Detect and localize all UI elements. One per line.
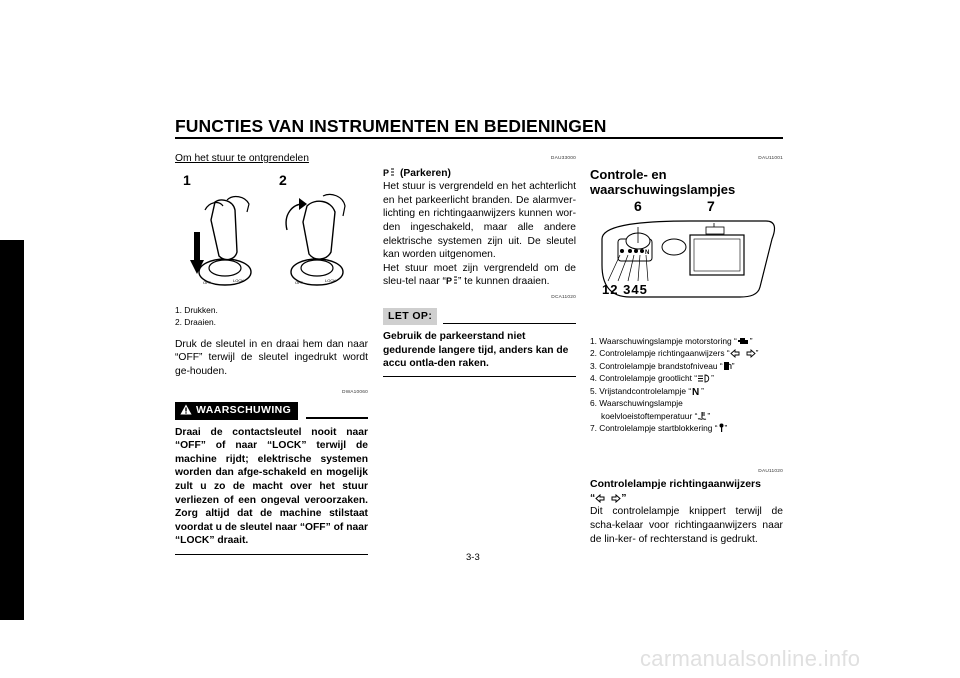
warning-code: DWA10060 <box>342 390 368 396</box>
parking-heading <box>383 167 576 181</box>
warning-header <box>175 402 368 420</box>
page-number: 3-3 <box>466 552 480 563</box>
figure-key-unlock <box>175 172 368 290</box>
lamp-item-4: 4. Controlelampje grootlicht “ ” <box>590 373 714 384</box>
coolant-icon <box>697 411 707 421</box>
caption-1: 1. Drukken. <box>175 304 218 315</box>
warning-text: Draai de contactsleutel nooit naar “OFF” of naar “LOCK” terwijl de machine rijdt; elektrische systemen worden dan afge-schakeld en mogelijk zult u zo de macht over het stuur verliezen of een ongeval veroorzaken. Zorg altijd dat de machine stilstaat voordat u de sleutel naar “OFF” of naar “LOCK” draait. <box>175 426 368 547</box>
svg-text:LOCK: LOCK <box>325 277 336 283</box>
neutral-icon <box>691 386 701 396</box>
figure-label-1: 1 <box>183 171 191 188</box>
warning-label: WAARSCHUWING <box>196 403 292 416</box>
column-2 <box>383 152 576 377</box>
section-code-turn: DAU11020 <box>758 468 783 474</box>
fuel-icon <box>723 361 732 371</box>
lamp-item-3: 3. Controlelampje brandstofniveau “ ” <box>590 360 735 371</box>
section-code-lamps: DAU11001 <box>758 156 783 161</box>
warning-rule <box>175 554 368 556</box>
lamps-heading: Controle- en waarschuwingslampjes <box>590 166 736 197</box>
note-badge: LET OP: <box>383 308 437 326</box>
engine-icon <box>737 337 750 346</box>
lamp-item-7: 7. Controlelampje startblokkering “ ” <box>590 423 728 434</box>
note-header <box>383 308 576 326</box>
turn-signal-icon <box>595 494 621 503</box>
lamp-item-6-cont: koelvloeistoftemperatuur “ ” <box>601 410 711 421</box>
figure-instrument-panel <box>590 197 783 315</box>
figure-captions <box>175 304 368 329</box>
lamp-item-2: 2. Controlelampje richtingaanwijzers “ ” <box>590 348 759 359</box>
warning-badge <box>175 402 298 420</box>
figure-label-7: 7 <box>707 197 715 214</box>
svg-text:P: P <box>383 167 390 178</box>
figure-label-1-5: 12 345 <box>602 281 648 297</box>
chapter-number: 3 <box>9 246 16 260</box>
watermark: carmanualsonline.info <box>640 646 861 671</box>
high-beam-icon <box>697 374 711 383</box>
column-3 <box>590 152 783 546</box>
note-code: DCA11020 <box>551 294 576 300</box>
parking-paragraph-1: Het stuur is vergrendeld en het achterlicht en het parkeerlicht branden. De alarmver-lichting en richtingaanwijzers kunnen wor-den ingeschakeld, maar alle andere elektrische systemen zijn uit. De sleutel kan worden uitgenomen. <box>383 181 576 261</box>
lamp-item-5: 5. Vrijstandcontrolelampje “ N ” <box>590 385 704 396</box>
turn-signal-icon <box>730 349 756 358</box>
subheading-unlock: Om het stuur te ontgrendelen <box>175 153 309 164</box>
svg-text:P: P <box>445 276 452 287</box>
key-illustration <box>175 192 368 290</box>
lamp-item-6: 6. Waarschuwingslampje <box>590 398 683 409</box>
turn-heading: Controlelampje richtingaanwijzers <box>590 478 761 491</box>
svg-text:OFF: OFF <box>203 279 211 285</box>
svg-text:OFF: OFF <box>295 279 303 285</box>
turn-heading-icon-line: “ ” <box>590 491 627 504</box>
turn-paragraph: Dit controlelampje knippert terwijl de scha-kelaar voor richtingaanwijzers naar de lin-ker- of rechterstand is gedrukt. <box>590 506 783 545</box>
chapter-tab <box>0 240 24 620</box>
parking-heading-text: (Parkeren) <box>400 167 451 179</box>
caption-2: 2. Draaien. <box>175 317 216 328</box>
paragraph-unlock: Druk de sleutel in en draai hem dan naar “OFF” terwijl de sleutel ingedrukt wordt ge-houden. <box>175 338 368 377</box>
title-rule <box>175 137 783 139</box>
figure-label-6: 6 <box>634 197 642 214</box>
note-text: Gebruik de parkeerstand niet gedurende langere tijd, anders kan de accu ontla-den raken. <box>383 331 569 370</box>
page-title: FUNCTIES VAN INSTRUMENTEN EN BEDIENINGEN <box>175 116 607 136</box>
parking-icon <box>383 167 395 178</box>
note-rule <box>383 376 576 378</box>
lamp-item-1: 1. Waarschuwingslampje motorstoring “ ” <box>590 335 753 346</box>
svg-text:N: N <box>645 249 650 256</box>
column-1 <box>175 152 368 555</box>
lamp-list <box>590 335 783 435</box>
svg-text:LOCK: LOCK <box>233 277 244 283</box>
parking-paragraph-2: Het stuur moet zijn vergrendeld om de sleu-tel naar “ P ” te kunnen draaien. <box>383 262 576 288</box>
svg-text:N: N <box>692 386 700 396</box>
section-code-parking: DAU33000 <box>550 156 576 161</box>
parking-icon <box>446 275 458 286</box>
figure-label-2: 2 <box>279 171 287 188</box>
immobilizer-icon <box>718 423 725 433</box>
warning-triangle-icon <box>180 404 192 415</box>
